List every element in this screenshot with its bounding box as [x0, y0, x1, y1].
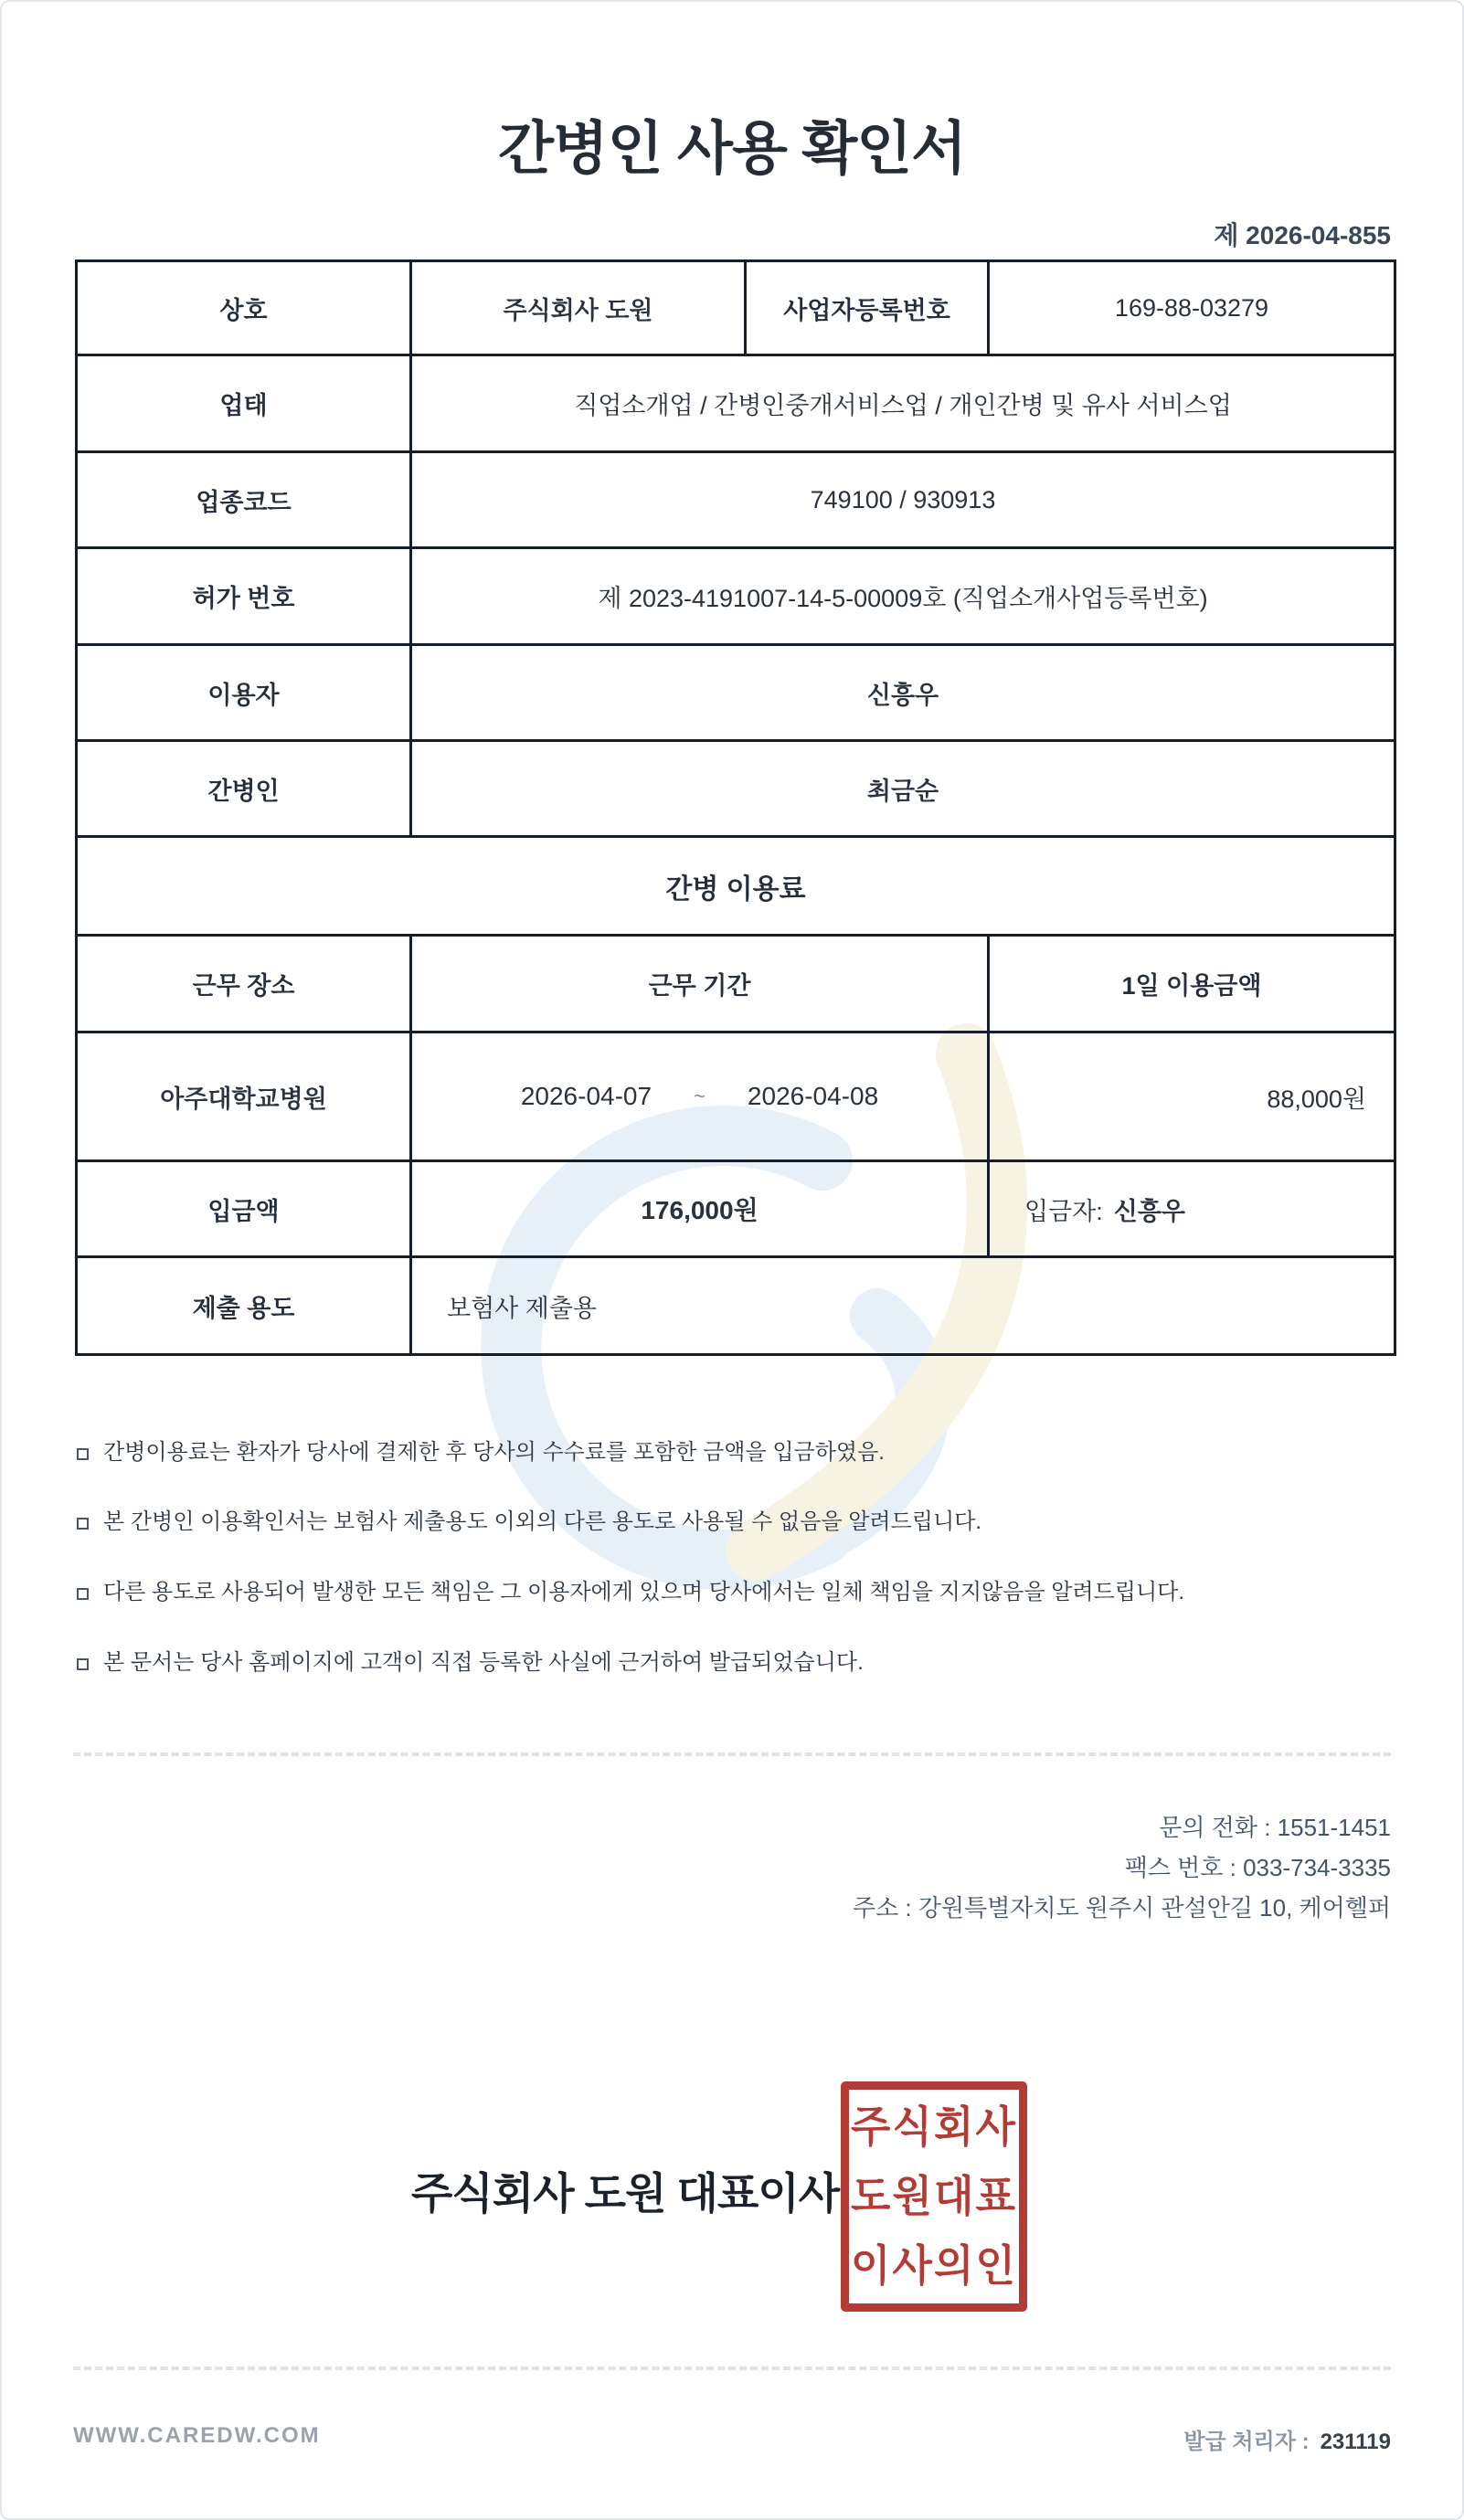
business-number-label: 사업자등록번호 — [747, 262, 990, 356]
stamp-text-row: 이사의인 — [851, 2240, 1017, 2291]
industry-code-label: 업종코드 — [78, 453, 412, 549]
note-text: 간병이용료는 환자가 당사에 결제한 후 당사의 수수료를 포함한 금액을 입금하였음. — [103, 1440, 885, 1465]
period-tilde: ~ — [694, 1085, 705, 1107]
document-number: 제 2026-04-855 — [1214, 221, 1391, 249]
permit-number-value: 제 2023-4191007-14-5-00009호 (직업소개사업등록번호) — [412, 549, 1394, 646]
issuer-value: 231119 — [1320, 2430, 1391, 2454]
company-value: 주식회사 도원 — [412, 262, 747, 356]
purpose-value: 보험사 제출용 — [447, 1294, 597, 1322]
caregiver-label: 간병인 — [78, 742, 412, 838]
note-text: 본 간병인 이용확인서는 보험사 제출용도 이외의 다른 용도로 사용될 수 없음을 알려드립니다. — [103, 1509, 982, 1534]
period-end: 2026-04-08 — [747, 1082, 879, 1110]
business-number-value: 169-88-03279 — [990, 262, 1394, 356]
company-label: 상호 — [78, 262, 412, 356]
square-bullet-icon — [77, 1588, 89, 1600]
depositor-cell — [990, 1162, 1394, 1258]
stamp-text-row: 도원대표 — [851, 2171, 1017, 2221]
industry-code-value: 749100 / 930913 — [412, 453, 1394, 549]
dashed-divider — [73, 1752, 1391, 1756]
user-label: 이용자 — [78, 646, 412, 742]
period-value — [412, 1033, 990, 1162]
note-text: 본 문서는 당사 홈페이지에 고객이 직접 등록한 사실에 근거하여 발급되었습니다. — [103, 1650, 864, 1675]
user-value: 신흥우 — [412, 646, 1394, 742]
purpose-label: 제출 용도 — [78, 1258, 412, 1353]
contact-phone: 문의 전화 : 1551-1451 — [1159, 1814, 1391, 1841]
period-header: 근무 기간 — [412, 937, 990, 1033]
contact-fax: 팩스 번호 : 033-734-3335 — [1124, 1854, 1391, 1881]
fee-section-title: 간병 이용료 — [78, 838, 1394, 937]
deposit-value: 176,000원 — [412, 1162, 990, 1258]
deposit-label: 입금액 — [78, 1162, 412, 1258]
workplace-value: 아주대학교병원 — [78, 1033, 412, 1162]
note-item — [77, 1578, 1393, 1607]
note-text: 다른 용도로 사용되어 발생한 모든 책임은 그 이용자에게 있으며 당사에서는 일체 책임을 지지않음을 알려드립니다. — [103, 1580, 1184, 1604]
corporate-seal-stamp — [841, 2081, 1027, 2312]
ceo-signature-text: 주식회사 도원 대표이사 — [411, 2169, 840, 2218]
permit-number-label: 허가 번호 — [78, 549, 412, 646]
business-type-label: 업태 — [78, 356, 412, 453]
issuer-block — [1183, 2423, 1391, 2455]
contact-address: 주소 : 강원특별자치도 원주시 관설안길 10, 케어헬퍼 — [852, 1894, 1391, 1922]
contact-block — [853, 1807, 1391, 1928]
note-item — [77, 1508, 1393, 1537]
note-item — [77, 1438, 1393, 1467]
depositor-label: 입금자: — [1024, 1197, 1103, 1225]
stamp-text-row: 주식회사 — [851, 2102, 1017, 2152]
info-table — [75, 259, 1396, 1356]
issuer-label: 발급 처리자 : — [1183, 2430, 1310, 2454]
workplace-header: 근무 장소 — [78, 937, 412, 1033]
business-type-value: 직업소개업 / 간병인중개서비스업 / 개인간병 및 유사 서비스업 — [412, 356, 1394, 453]
website-url: WWW.CAREDW.COM — [73, 2423, 321, 2448]
period-start: 2026-04-07 — [520, 1082, 652, 1110]
note-item — [77, 1648, 1393, 1678]
daily-fee-header: 1일 이용금액 — [990, 937, 1394, 1033]
depositor-value: 신흥우 — [1113, 1197, 1185, 1225]
page-title: 간병인 사용 확인서 — [498, 117, 966, 181]
square-bullet-icon — [77, 1518, 89, 1530]
square-bullet-icon — [77, 1448, 89, 1460]
daily-fee-value: 88,000원 — [990, 1033, 1394, 1162]
caregiver-value: 최금순 — [412, 742, 1394, 838]
dashed-divider — [73, 2366, 1391, 2370]
square-bullet-icon — [77, 1658, 89, 1670]
